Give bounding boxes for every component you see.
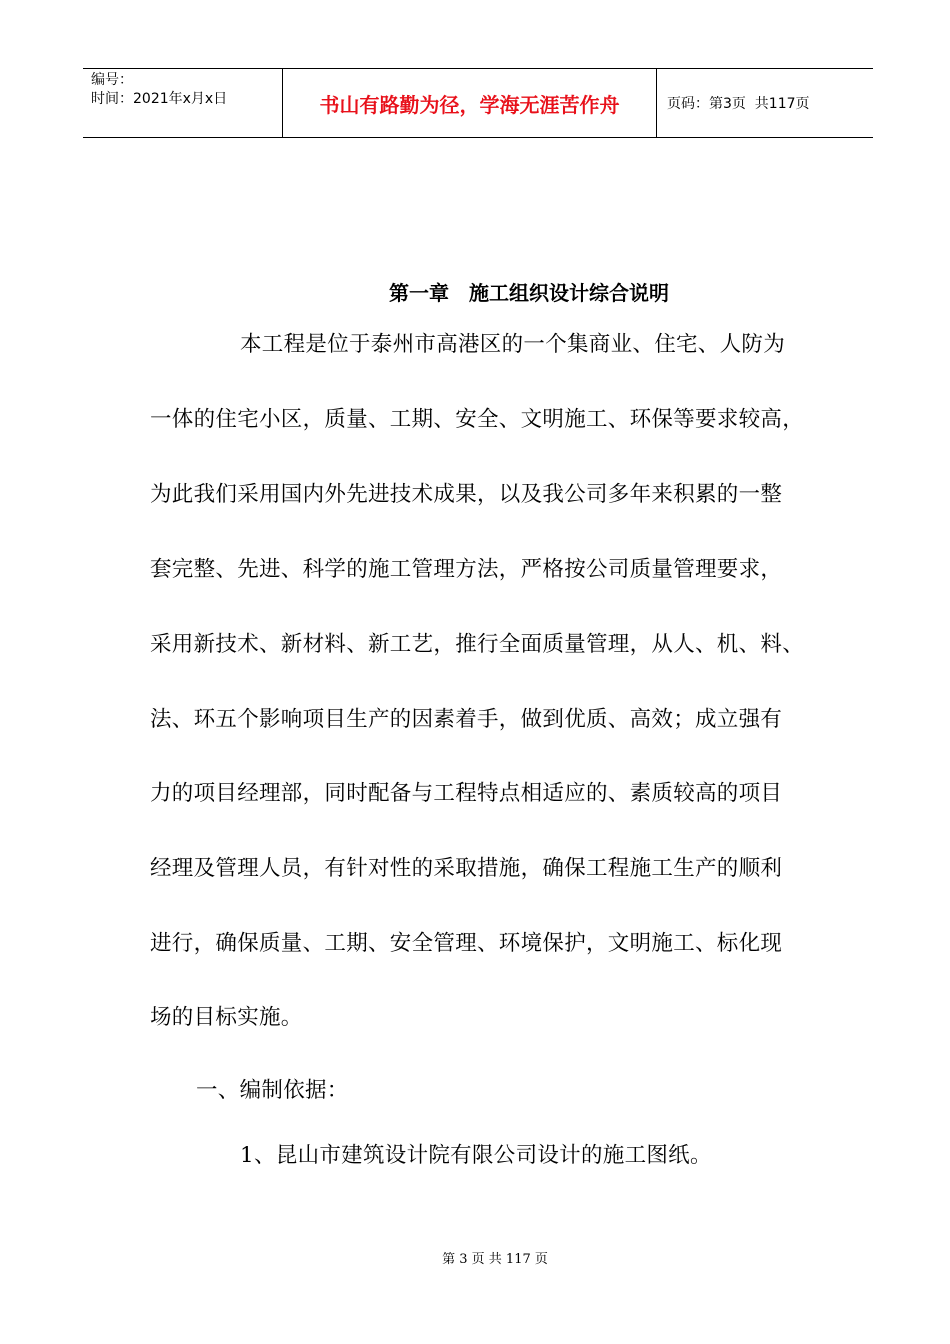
paragraph-line: 经理及管理人员，有针对性的采取措施，确保工程施工生产的顺利: [150, 856, 783, 881]
header-motto: 书山有路勤为径，学海无涯苦作舟: [283, 69, 657, 137]
document-number-label: 编号：: [91, 72, 133, 88]
paragraph-line: 法、环五个影响项目生产的因素着手，做到优质、高效；成立强有: [150, 707, 783, 732]
paragraph-line: 套完整、先进、科学的施工管理方法，严格按公司质量管理要求，: [150, 557, 783, 582]
list-item: 1、昆山市建筑设计院有限公司设计的施工图纸。: [240, 1143, 712, 1168]
paragraph-line: 一体的住宅小区，质量、工期、安全、文明施工、环保等要求较高，: [150, 407, 805, 432]
paragraph-line: 采用新技术、新材料、新工艺，推行全面质量管理，从人、机、料、: [150, 632, 805, 657]
page-footer: 第 3 页 共 117 页: [442, 1252, 548, 1267]
paragraph-line: 力的项目经理部，同时配备与工程特点相适应的、素质较高的项目: [150, 781, 783, 806]
page-header: [83, 68, 873, 138]
header-meta-cell: [83, 69, 283, 137]
header-page-info-cell: [657, 69, 873, 137]
header-page-info: 页码：第3页 共117页: [667, 96, 810, 112]
section-heading: 一、编制依据：: [196, 1078, 349, 1103]
document-time-label: 时间：2021年x月x日: [91, 91, 228, 107]
paragraph-line: 进行，确保质量、工期、安全管理、环境保护，文明施工、标化现: [150, 931, 783, 956]
paragraph-line: 场的目标实施。: [150, 1005, 303, 1030]
chapter-title: 第一章 施工组织设计综合说明: [389, 281, 669, 305]
paragraph-line: 本工程是位于泰州市高港区的一个集商业、住宅、人防为: [240, 332, 786, 357]
paragraph-line: 为此我们采用国内外先进技术成果，以及我公司多年来积累的一整: [150, 482, 783, 507]
